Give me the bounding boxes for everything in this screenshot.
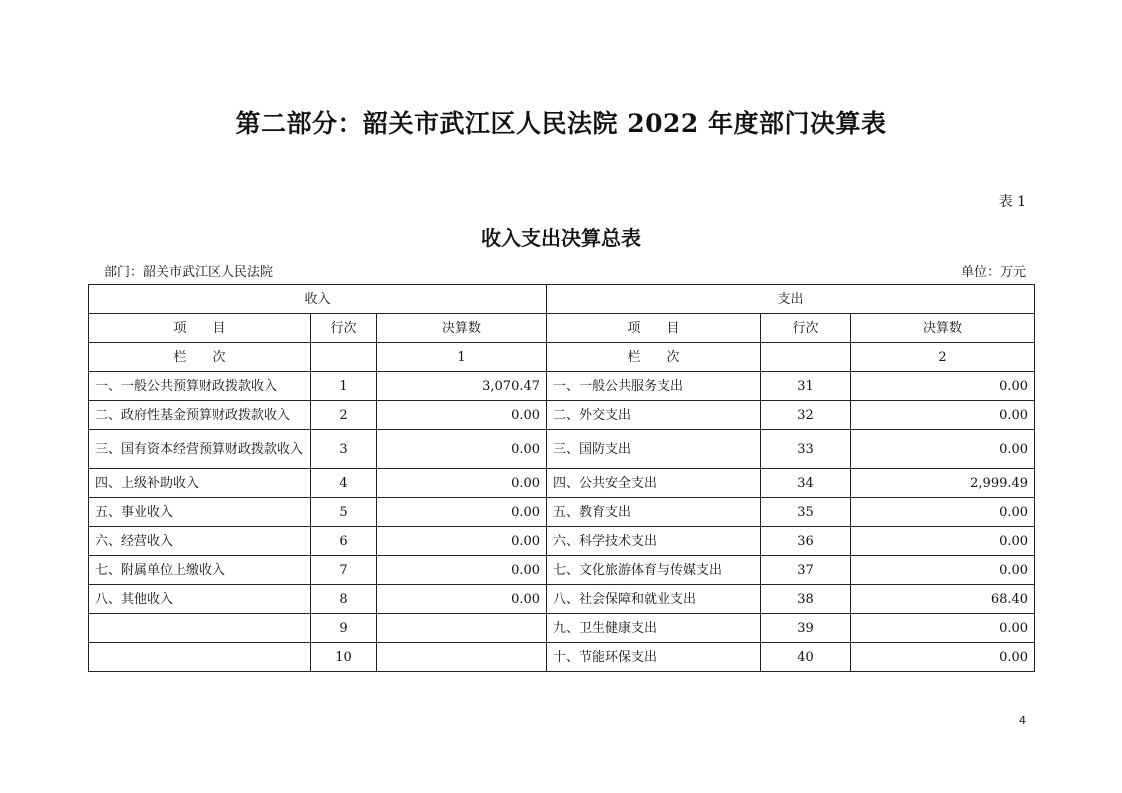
expense-line: 33 [761, 430, 851, 469]
table-row [89, 430, 1035, 469]
income-amount [377, 643, 547, 672]
expense-amount-header: 决算数 [851, 314, 1035, 343]
unit-label: 单位：万元 [960, 265, 1026, 280]
income-item: 六、经营收入 [89, 527, 311, 556]
income-line: 4 [311, 469, 377, 498]
table-row [89, 469, 1035, 498]
expense-line: 37 [761, 556, 851, 585]
income-column-index: 1 [377, 343, 547, 372]
expense-item: 九、卫生健康支出 [547, 614, 761, 643]
header-row-columns [89, 314, 1035, 343]
expense-item: 五、教育支出 [547, 498, 761, 527]
expense-amount: 0.00 [851, 643, 1035, 672]
expense-header: 支出 [547, 285, 1035, 314]
income-line-blank [311, 343, 377, 372]
expense-item: 七、文化旅游体育与传媒支出 [547, 556, 761, 585]
income-line: 6 [311, 527, 377, 556]
expense-amount: 2,999.49 [851, 469, 1035, 498]
table-title: 收入支出决算总表 [481, 226, 641, 250]
expense-item: 二、外交支出 [547, 401, 761, 430]
expense-line: 39 [761, 614, 851, 643]
income-line: 7 [311, 556, 377, 585]
income-amount: 0.00 [377, 498, 547, 527]
expense-amount: 0.00 [851, 498, 1035, 527]
income-item: 一、一般公共预算财政拨款收入 [89, 372, 311, 401]
expense-column-label: 栏 次 [547, 343, 761, 372]
table-row [89, 556, 1035, 585]
expense-line: 34 [761, 469, 851, 498]
income-column-label: 栏 次 [89, 343, 311, 372]
income-line: 10 [311, 643, 377, 672]
expense-amount: 0.00 [851, 614, 1035, 643]
income-amount [377, 614, 547, 643]
income-item: 五、事业收入 [89, 498, 311, 527]
expense-item-header: 项 目 [547, 314, 761, 343]
expense-amount: 68.40 [851, 585, 1035, 614]
table-row [89, 401, 1035, 430]
income-line: 9 [311, 614, 377, 643]
income-amount-header: 决算数 [377, 314, 547, 343]
header-row-sections [89, 285, 1035, 314]
expense-amount: 0.00 [851, 430, 1035, 469]
table-row [89, 527, 1035, 556]
table-row [89, 498, 1035, 527]
income-line: 1 [311, 372, 377, 401]
income-amount: 3,070.47 [377, 372, 547, 401]
expense-item: 三、国防支出 [547, 430, 761, 469]
income-line: 2 [311, 401, 377, 430]
income-item [89, 614, 311, 643]
expense-line: 38 [761, 585, 851, 614]
income-expense-table [88, 284, 1035, 672]
income-line: 8 [311, 585, 377, 614]
page-number: 4 [1019, 714, 1026, 727]
income-header: 收入 [89, 285, 547, 314]
income-item [89, 643, 311, 672]
expense-line-header: 行次 [761, 314, 851, 343]
expense-line: 36 [761, 527, 851, 556]
expense-amount: 0.00 [851, 372, 1035, 401]
income-amount: 0.00 [377, 556, 547, 585]
income-amount: 0.00 [377, 430, 547, 469]
income-amount: 0.00 [377, 401, 547, 430]
expense-line-blank [761, 343, 851, 372]
expense-amount: 0.00 [851, 527, 1035, 556]
page-title: 第二部分：韶关市武江区人民法院 2022 年度部门决算表 [235, 109, 887, 138]
income-line: 5 [311, 498, 377, 527]
income-line: 3 [311, 430, 377, 469]
header-row-column-index [89, 343, 1035, 372]
expense-line: 31 [761, 372, 851, 401]
expense-item: 十、节能环保支出 [547, 643, 761, 672]
income-item-header: 项 目 [89, 314, 311, 343]
expense-amount: 0.00 [851, 401, 1035, 430]
table-body [89, 285, 1035, 672]
table-number: 表 1 [998, 194, 1026, 210]
table-row [89, 643, 1035, 672]
expense-amount: 0.00 [851, 556, 1035, 585]
expense-column-index: 2 [851, 343, 1035, 372]
expense-item: 八、社会保障和就业支出 [547, 585, 761, 614]
income-item: 八、其他收入 [89, 585, 311, 614]
income-item: 七、附属单位上缴收入 [89, 556, 311, 585]
income-item: 二、政府性基金预算财政拨款收入 [89, 401, 311, 430]
expense-item: 四、公共安全支出 [547, 469, 761, 498]
department-label: 部门：韶关市武江区人民法院 [104, 265, 274, 280]
income-item: 四、上级补助收入 [89, 469, 311, 498]
income-line-header: 行次 [311, 314, 377, 343]
income-amount: 0.00 [377, 527, 547, 556]
expense-item: 一、一般公共服务支出 [547, 372, 761, 401]
table-row [89, 614, 1035, 643]
income-amount: 0.00 [377, 469, 547, 498]
expense-line: 32 [761, 401, 851, 430]
table-row [89, 585, 1035, 614]
income-amount: 0.00 [377, 585, 547, 614]
expense-line: 35 [761, 498, 851, 527]
table-row [89, 372, 1035, 401]
income-item: 三、国有资本经营预算财政拨款收入 [89, 430, 311, 469]
expense-item: 六、科学技术支出 [547, 527, 761, 556]
expense-line: 40 [761, 643, 851, 672]
